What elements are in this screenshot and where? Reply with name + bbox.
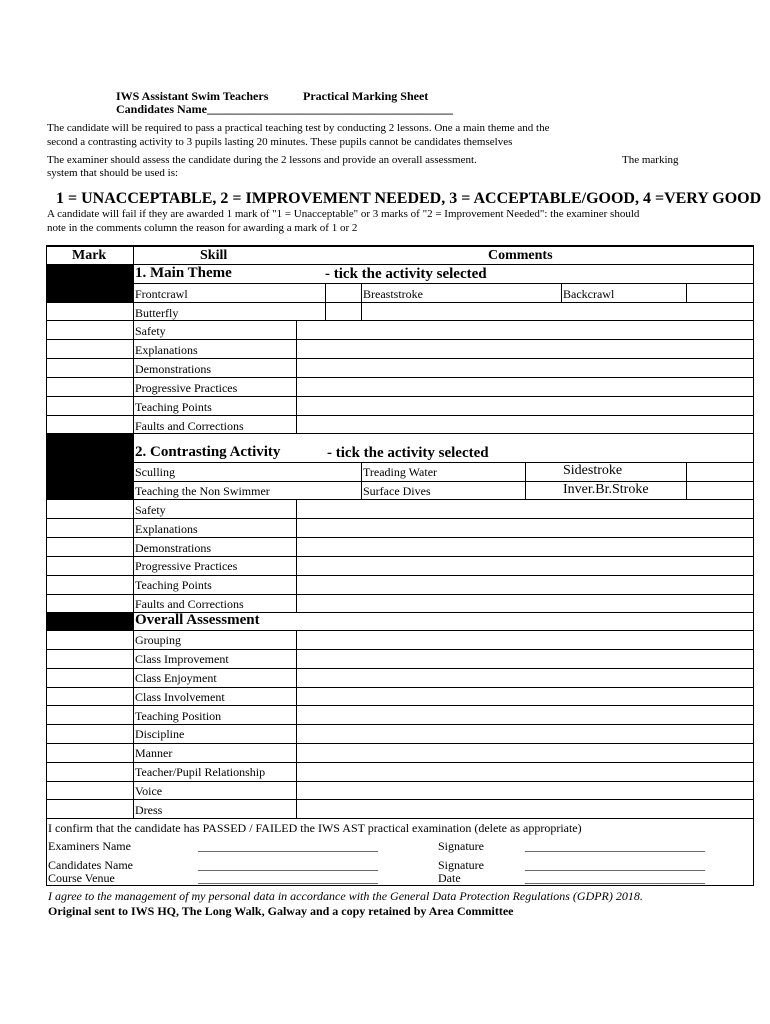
activity-breaststroke: Breaststroke	[363, 287, 423, 301]
skill-row-class-involvement: Class Involvement	[135, 690, 225, 704]
mark-cell-blocked	[47, 612, 133, 630]
skill-row-class-improvement: Class Improvement	[135, 652, 229, 666]
intro-line-3: The examiner should assess the candidate during the 2 lessons and provide an overall assessment.	[47, 154, 477, 166]
intro-line-2: second a contrasting activity to 3 pupils lasting 20 minutes. These pupils cannot be candidates themselves	[47, 136, 513, 148]
skill-row-teaching-points: Teaching Points	[135, 400, 212, 414]
activity-treading-water: Treading Water	[363, 465, 438, 479]
mark-cell-blocked	[47, 265, 133, 302]
skill-row-explanations: Explanations	[135, 522, 198, 536]
course-venue-label: Course Venue	[48, 871, 115, 885]
skill-row-explanations: Explanations	[135, 343, 198, 357]
activity-sculling: Sculling	[135, 465, 176, 479]
skill-row-discipline: Discipline	[135, 727, 185, 741]
col-header-mark: Mark	[72, 248, 107, 263]
activity-butterfly: Butterfly	[135, 306, 179, 320]
mark-cell-blocked	[47, 434, 133, 499]
skill-row-demonstrations: Demonstrations	[135, 541, 211, 555]
fail-note-1: A candidate will fail if they are awarded 1 mark of "1 = Unacceptable" or 3 marks of "2 = Improvement Needed": the examiner should	[47, 208, 640, 220]
signature-field-1[interactable]: ______________________________	[525, 839, 705, 853]
col-header-comments: Comments	[488, 248, 553, 263]
tick-note-contrasting: - tick the activity selected	[327, 445, 489, 461]
skill-row-faults: Faults and Corrections	[135, 597, 244, 611]
candidates-name-field[interactable]: Candidates Name_________________________________________	[116, 102, 454, 116]
original-sent-note: Original sent to IWS HQ, The Long Walk, Galway and a copy retained by Area Committee	[48, 904, 514, 918]
skill-row-safety: Safety	[135, 503, 166, 517]
skill-row-demonstrations: Demonstrations	[135, 362, 211, 376]
activity-inverted-breaststroke: Inver.Br.Stroke	[563, 482, 649, 497]
skill-row-faults: Faults and Corrections	[135, 419, 244, 433]
col-header-skill: Skill	[200, 248, 228, 263]
tick-note-main: - tick the activity selected	[325, 266, 487, 282]
date-field[interactable]: ______________________________	[525, 871, 705, 885]
course-venue-field[interactable]: ______________________________	[198, 871, 378, 885]
section-title-overall: Overall Assessment	[135, 612, 260, 628]
intro-line-3b: The marking	[622, 154, 679, 166]
skill-row-teaching-points: Teaching Points	[135, 578, 212, 592]
sheet-title: Practical Marking Sheet	[303, 89, 429, 103]
candidates-name-label: Candidates Name	[48, 858, 133, 872]
gdpr-consent: I agree to the management of my personal data in accordance with the General Data Protection Regulations (GDPR) 2018.	[48, 889, 643, 903]
examiners-name-field[interactable]: ______________________________	[198, 839, 378, 853]
candidates-name-input[interactable]: ______________________________	[198, 858, 378, 872]
activity-non-swimmer: Teaching the Non Swimmer	[135, 484, 270, 498]
section-title-main-theme: 1. Main Theme	[135, 265, 232, 281]
skill-row-class-enjoyment: Class Enjoyment	[135, 671, 217, 685]
activity-backcrawl: Backcrawl	[563, 287, 615, 301]
date-label: Date	[438, 871, 461, 885]
intro-line-1: The candidate will be required to pass a practical teaching test by conducting 2 lessons. One a main theme and the	[47, 122, 550, 134]
examiners-name-label: Examiners Name	[48, 839, 131, 853]
section-title-contrasting: 2. Contrasting Activity	[135, 444, 281, 460]
activity-sidestroke: Sidestroke	[563, 463, 623, 478]
intro-line-4: system that should be used is:	[47, 167, 179, 179]
signature-label-2: Signature	[438, 858, 484, 872]
skill-row-progressive-practices: Progressive Practices	[135, 559, 238, 573]
confirm-statement: I confirm that the candidate has PASSED / FAILED the IWS AST practical examination (delete as appropriate)	[48, 821, 582, 835]
activity-frontcrawl: Frontcrawl	[135, 287, 188, 301]
fail-note-2: note in the comments column the reason for awarding a mark of 1 or 2	[47, 222, 358, 234]
skill-row-dress: Dress	[135, 803, 163, 817]
skill-row-manner: Manner	[135, 746, 173, 760]
skill-row-teaching-position: Teaching Position	[135, 709, 222, 723]
skill-row-progressive-practices: Progressive Practices	[135, 381, 238, 395]
skill-row-safety: Safety	[135, 324, 166, 338]
org-title: IWS Assistant Swim Teachers	[116, 89, 269, 103]
activity-surface-dives: Surface Dives	[363, 484, 431, 498]
signature-field-2[interactable]: ______________________________	[525, 858, 705, 872]
skill-row-grouping: Grouping	[135, 633, 181, 647]
skill-row-teacher-pupil: Teacher/Pupil Relationship	[135, 765, 266, 779]
skill-row-voice: Voice	[135, 784, 163, 798]
signature-label-1: Signature	[438, 839, 484, 853]
marking-scale: 1 = UNACCEPTABLE, 2 = IMPROVEMENT NEEDED, 3 = ACCEPTABLE/GOOD, 4 =VERY GOOD	[56, 190, 762, 207]
